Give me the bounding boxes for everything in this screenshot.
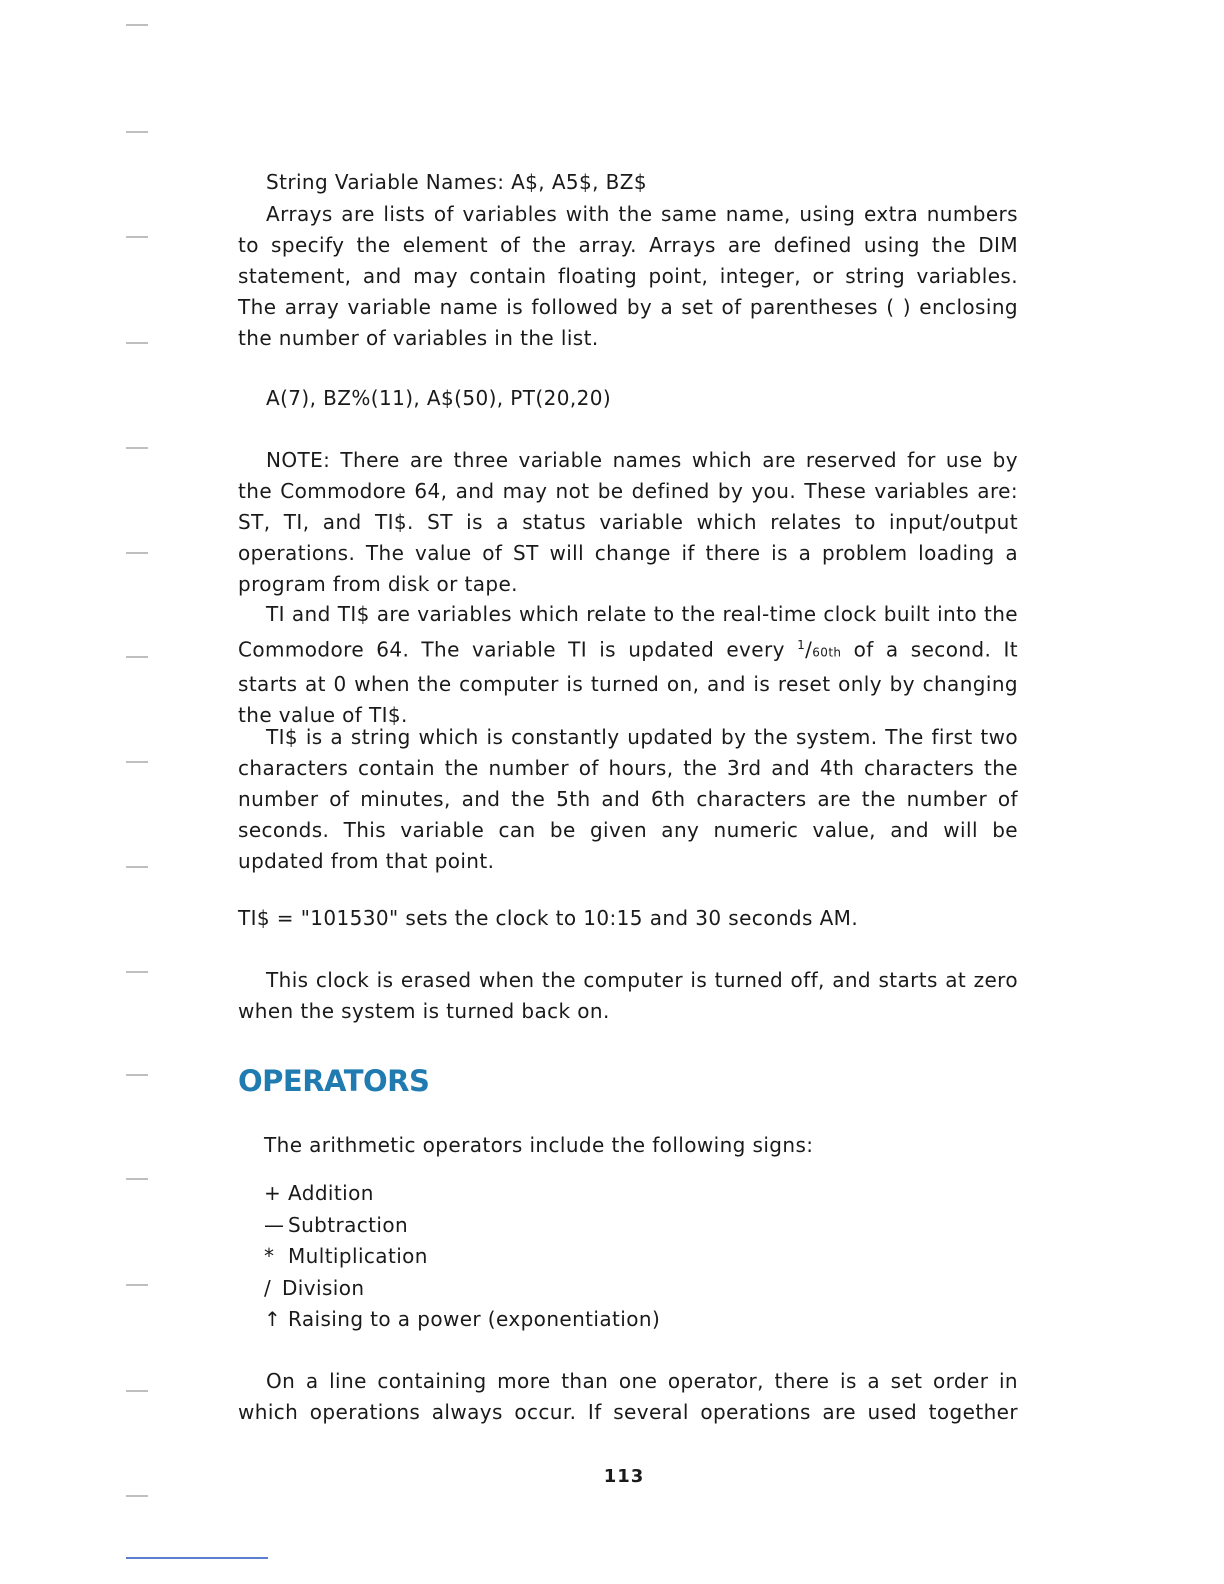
- binder-mark: [126, 761, 148, 763]
- page-number: 113: [603, 1466, 645, 1487]
- fraction-denominator: 60th: [812, 645, 842, 660]
- binder-mark: [126, 1495, 148, 1497]
- asterisk-symbol: *: [264, 1244, 275, 1268]
- order-paragraph: On a line containing more than one operator, there is a set order in which operations always occur. If several operations are used together: [238, 1369, 1018, 1424]
- operator-division: [264, 1273, 660, 1305]
- minus-symbol: —: [264, 1212, 285, 1237]
- array-examples: A(7), BZ%(11), A$(50), PT(20,20): [266, 386, 612, 410]
- binder-mark: [126, 447, 148, 449]
- binder-mark: [126, 236, 148, 238]
- clock-erased-paragraph: This clock is erased when the computer is turned off, and starts at zero when the system is turned back on.: [238, 968, 1018, 1023]
- binder-mark: [126, 24, 148, 26]
- arrays-paragraph: Arrays are lists of variables with the same name, using extra numbers to specify the element of the array. Arrays are defined using the DIM statement, and may contain floating point, integer, or string variables. The array variable name is followed by a set of parentheses ( ) enclosing the number of variables in the list.: [238, 202, 1018, 350]
- ti-text-before: TI and TI$ are variables which relate to the real-time clock built into the Commodore 64. The variable TI is updated every: [238, 602, 1018, 662]
- binder-mark: [126, 1390, 148, 1392]
- ti-paragraph: TI and TI$ are variables which relate to the real-time clock built into the Commodore 64. The variable TI is updated every $^1$/60th of a second. It starts at 0 when the computer is turned on, and is reset only by changing the value of TI$.: [238, 602, 1018, 727]
- operator-label: Multiplication: [288, 1244, 428, 1268]
- operators-list: [264, 1178, 660, 1336]
- binder-mark: [126, 971, 148, 973]
- operator-subtraction: [264, 1210, 660, 1242]
- binder-mark: [126, 552, 148, 554]
- operator-label: Addition: [288, 1181, 374, 1205]
- binder-mark: [126, 1178, 148, 1180]
- binder-mark: [126, 342, 148, 344]
- up-arrow-icon: ↑: [264, 1307, 282, 1331]
- binder-mark: [126, 656, 148, 658]
- ti-text-after: of a second. It starts at 0 when the computer is turned on, and is reset only by changing the value of TI$.: [238, 637, 1018, 727]
- bottom-rule: [126, 1557, 268, 1559]
- operator-label: Division: [282, 1275, 365, 1300]
- operator-multiplication: [264, 1241, 660, 1273]
- operators-heading: OPERATORS: [238, 1064, 430, 1098]
- binder-mark: [126, 866, 148, 868]
- operators-intro: The arithmetic operators include the following signs:: [264, 1133, 814, 1157]
- operator-addition: [264, 1178, 660, 1210]
- fraction-numerator: 1: [797, 638, 806, 652]
- binder-mark: [126, 131, 148, 133]
- string-variable-names-line: String Variable Names: A$, A5$, BZ$: [266, 170, 648, 194]
- operator-label: Subtraction: [288, 1212, 409, 1237]
- clock-example: TI$ = "101530" sets the clock to 10:15 and 30 seconds AM.: [238, 906, 859, 930]
- operator-label: Raising to a power (exponentiation): [288, 1307, 661, 1331]
- binder-mark: [126, 1074, 148, 1076]
- slash-symbol: /: [264, 1275, 272, 1300]
- note-paragraph: NOTE: There are three variable names which are reserved for use by the Commodore 64, and may not be defined by you. These variables are: ST, TI, and TI$. ST is a status variable which relates to input/output operations. The value of ST will change if there is a problem loading a program from disk or tape.: [238, 448, 1018, 596]
- tistr-paragraph: TI$ is a string which is constantly updated by the system. The first two characters contain the number of hours, the 3rd and 4th characters the number of minutes, and the 5th and 6th characters are the number of seconds. This variable can be given any numeric value, and will be updated from that point.: [238, 725, 1018, 873]
- plus-symbol: +: [264, 1181, 282, 1205]
- operator-exponentiation: [264, 1304, 660, 1336]
- binder-mark: [126, 1284, 148, 1286]
